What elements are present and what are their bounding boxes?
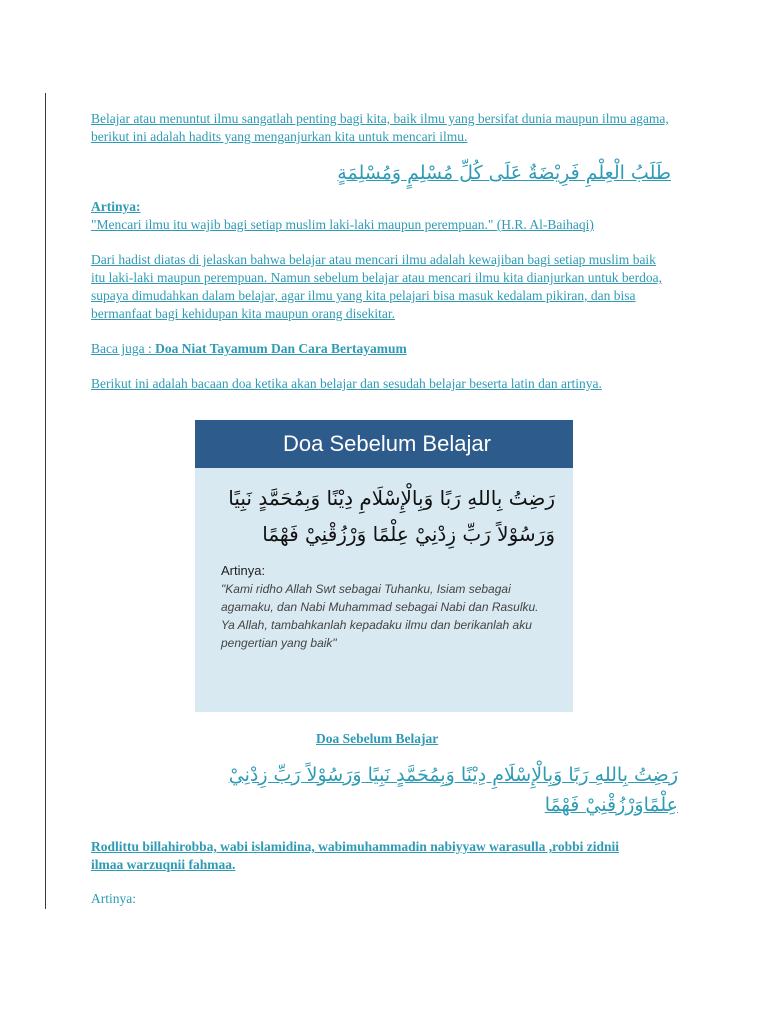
hadith-arabic[interactable]: طَلَبُ الْعِلْمِ فَرِيْضَةٌ عَلَى كُلِّ مُسْلِمٍ وَمُسْلِمَةٍ bbox=[337, 162, 671, 184]
artinya-label[interactable]: Artinya: bbox=[91, 199, 141, 214]
infographic-arabic-line-1: رَضِتُ بِاللهِ رَبًا وَبِالْإِسْلَامِ دِيْنًا وَبِمُحَمَّدٍ نَبِيًا bbox=[228, 486, 555, 510]
article-body bbox=[91, 110, 671, 393]
berikut-paragraph[interactable]: Berikut ini adalah bacaan doa ketika akan belajar dan sesudah belajar beserta latin dan artinya. bbox=[91, 376, 602, 391]
infographic-title: Doa Sebelum Belajar bbox=[195, 420, 573, 468]
explanation-paragraph[interactable]: Dari hadist diatas di jelaskan bahwa belajar atau mencari ilmu adalah kewajiban bagi setiap muslim baik itu laki-laki maupun perempuan. Namun sebelum belajar atau mencari ilmu kita dianjurkan untuk berdoa, supaya dimudahkan dalam belajar, agar ilmu yang kita pelajari bisa masuk kedalam pikiran, dan bisa bermanfaat bagi kehidupan kita maupun orang disekitar. bbox=[91, 252, 662, 321]
infographic-arabic bbox=[195, 468, 573, 552]
hadith-translation[interactable]: "Mencari ilmu itu wajib bagi setiap muslim laki-laki maupun perempuan." (H.R. Al-Baihaqi) bbox=[91, 217, 594, 232]
artinya-bottom: Artinya: bbox=[91, 891, 136, 906]
margin-rule bbox=[45, 93, 46, 909]
infographic-artinya-label: Artinya: bbox=[221, 563, 266, 578]
intro-paragraph[interactable]: Belajar atau menuntut ilmu sangatlah penting bagi kita, baik ilmu yang bersifat dunia maupun ilmu agama, berikut ini adalah hadits yang menganjurkan kita untuk mencari ilmu. bbox=[91, 111, 669, 144]
infographic-translation: "Kami ridho Allah Swt sebagai Tuhanku, Isiam sebagai agamaku, dan Nabi Muhammad sebagai Nabi dan Rasulku. Ya Allah, tambahkanlah kepadaku ilmu dan berikanlah aku pengertian yang baik" bbox=[221, 582, 539, 650]
infographic-arabic-line-2: وَرَسُوْلاً رَبِّ زِدْنِيْ عِلْمًا وَرْزُقْنِيْ فَهْمًا bbox=[262, 522, 555, 546]
baca-juga-link[interactable]: Doa Niat Tayamum Dan Cara Bertayamum bbox=[155, 341, 407, 356]
baca-juga-prefix[interactable]: Baca juga : bbox=[91, 341, 156, 356]
infographic-translation-block bbox=[195, 552, 573, 652]
section-title[interactable]: Doa Sebelum Belajar bbox=[316, 731, 439, 746]
baca-juga bbox=[91, 340, 671, 358]
doa-infographic bbox=[195, 420, 573, 712]
doa-arabic[interactable]: رَضِتُ بِاللهِ رَبًا وَبِالْإِسْلَامِ دِيْنًا وَبِمُحَمَّدٍ نَبِيًا وَرَسُوْلاً رَبِّ زِدْنِيْ عِلْمًاوَرْزُقْنِيْ فَهْمًا bbox=[228, 764, 678, 816]
doa-latin[interactable]: Rodlittu billahirobba, wabi islamidina, wabimuhammadin nabiyyaw warasulla ,robbi zidnii ilmaa warzuqnii fahmaa. bbox=[91, 839, 620, 872]
